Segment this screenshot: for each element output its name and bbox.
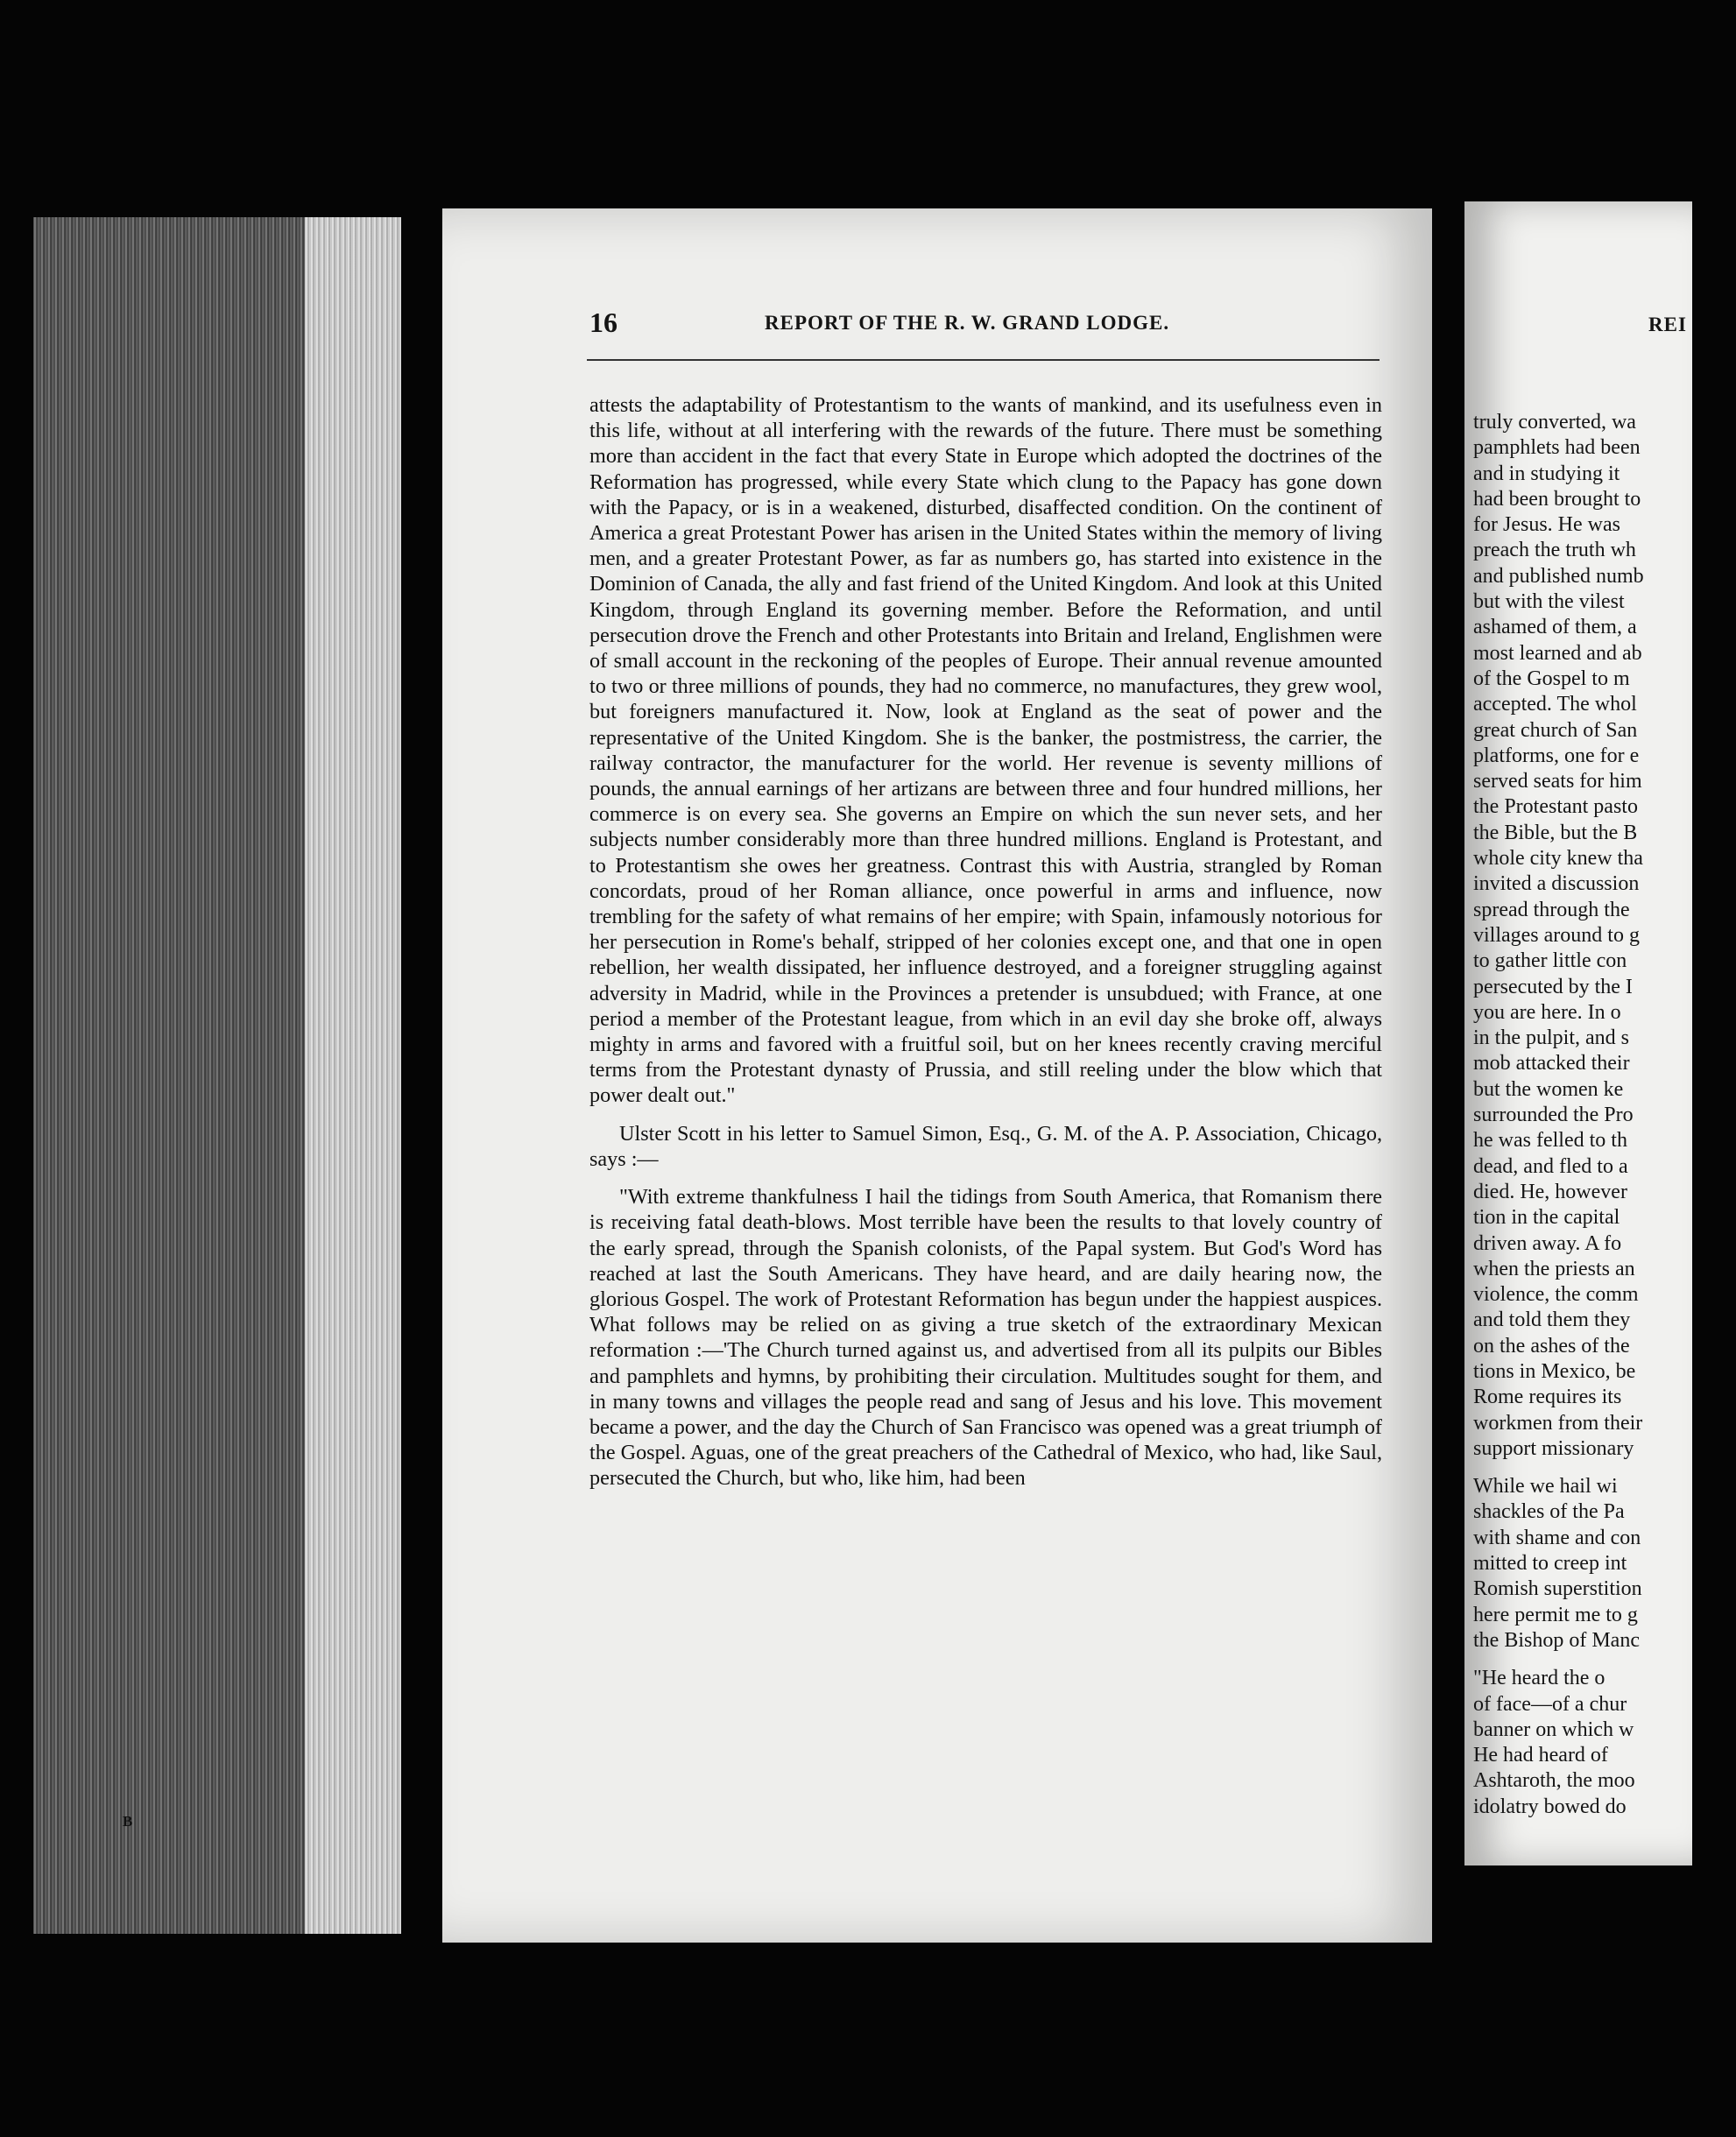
right-page-line: Ashtaroth, the moo xyxy=(1473,1769,1635,1793)
right-running-head: REI xyxy=(1648,314,1687,335)
right-page-line: here permit me to g xyxy=(1473,1603,1638,1626)
page-header xyxy=(589,307,1395,343)
right-page-line: most learned and ab xyxy=(1473,641,1642,665)
right-page-line: of the Gospel to m xyxy=(1473,666,1630,690)
right-page-line: violence, the comm xyxy=(1473,1283,1639,1307)
right-page-line: but the women ke xyxy=(1473,1077,1624,1101)
right-page-line: served seats for him xyxy=(1473,770,1642,793)
right-page-line: villages around to g xyxy=(1473,923,1640,947)
right-page-line: for Jesus. He was xyxy=(1473,513,1620,537)
right-page-line: truly converted, wa xyxy=(1473,411,1636,434)
page-body xyxy=(589,392,1382,1492)
right-page-line: banner on which w xyxy=(1473,1717,1634,1741)
right-page-line: died. He, however xyxy=(1473,1180,1627,1203)
right-page-line: and published numb xyxy=(1473,564,1644,588)
right-page-line: he was felled to th xyxy=(1473,1129,1627,1153)
right-page-line: Rome requires its xyxy=(1473,1386,1622,1409)
right-page-line: to gather little con xyxy=(1473,949,1627,973)
right-page-line: platforms, one for e xyxy=(1473,744,1640,767)
right-page-line: the Protestant pasto xyxy=(1473,795,1638,819)
right-page-line: whole city knew tha xyxy=(1473,847,1643,871)
paragraph-2: Ulster Scott in his letter to Samuel Simon, Esq., G. M. of the A. P. Association, Chicago, says :— xyxy=(589,1121,1382,1171)
right-page-line: driven away. A fo xyxy=(1473,1231,1622,1255)
right-page-line: had been brought to xyxy=(1473,487,1641,511)
right-page-line: with shame and con xyxy=(1473,1526,1641,1549)
right-page-line: great church of San xyxy=(1473,718,1638,742)
left-page xyxy=(442,208,1432,1943)
right-page-line: persecuted by the I xyxy=(1473,975,1633,998)
right-page-line: preach the truth wh xyxy=(1473,539,1636,562)
right-page-line: and in studying it xyxy=(1473,462,1620,485)
right-page-line: idolatry bowed do xyxy=(1473,1795,1627,1818)
right-page-line: tion in the capital xyxy=(1473,1206,1620,1230)
right-page-line: surrounded the Pro xyxy=(1473,1104,1634,1127)
right-page-lines xyxy=(1473,410,1736,1820)
right-page-line: shackles of the Pa xyxy=(1473,1500,1625,1524)
right-page-line: invited a discussion xyxy=(1473,872,1640,896)
right-page-fragment xyxy=(1464,201,1692,1865)
running-head: REPORT OF THE R. W. GRAND LODGE. xyxy=(765,312,1170,334)
right-page-line: you are here. In o xyxy=(1473,1000,1621,1024)
right-page-line: accepted. The whol xyxy=(1473,693,1637,716)
right-page-line: He had heard of xyxy=(1473,1744,1608,1767)
right-page-line: workmen from their xyxy=(1473,1411,1643,1435)
right-page-line: mob attacked their xyxy=(1473,1052,1630,1076)
right-page-line: dead, and fled to a xyxy=(1473,1154,1628,1178)
right-page-line: support missionary xyxy=(1473,1436,1634,1460)
right-page-line: and told them they xyxy=(1473,1308,1631,1332)
right-page-line: but with the vilest xyxy=(1473,590,1625,614)
signature-mark: B xyxy=(123,1813,133,1830)
right-page-line: tions in Mexico, be xyxy=(1473,1359,1636,1383)
right-page-line: on the ashes of the xyxy=(1473,1334,1630,1358)
right-page-line: the Bible, but the B xyxy=(1473,821,1638,844)
right-page-line: the Bishop of Manc xyxy=(1473,1628,1640,1652)
header-rule xyxy=(587,359,1380,361)
paragraph-3: "With extreme thankfulness I hail the tidings from South America, that Romanism there is receiving fatal death-blows. Most terrible have been the results to that lovely country of the early spread, through the Spanish colonists, of the Papal system. But God's Word has reached at last the South Americans. They have heard, and are daily hearing now, the glorious Gospel. The work of Protestant Reformation has begun under the happiest auspices. What follows may be relied on as giving a true sketch of the extraordinary Mexican reformation :—'The Church turned against us, and advertised from all its pulpits our Bibles and pamphlets and hymns, by prohibiting their circulation. Multitudes sought for them, and in many towns and villages the people read and sang of Jesus and his love. This movement became a power, and the day the Church of San Francisco was opened was a great triumph of the Gospel. Aguas, one of the great preachers of the Cathedral of Mexico, who had, like Saul, persecuted the Church, but who, like him, had been xyxy=(589,1185,1382,1491)
right-page-line: mitted to creep int xyxy=(1473,1552,1627,1576)
right-page-line: While we hail wi xyxy=(1473,1475,1618,1499)
right-page-line: spread through the xyxy=(1473,898,1630,921)
right-page-line: pamphlets had been xyxy=(1473,436,1641,460)
right-page-line: when the priests an xyxy=(1473,1257,1635,1280)
book-page-edges xyxy=(33,217,322,1934)
right-page-line: Romish superstition xyxy=(1473,1577,1642,1601)
paragraph-1: attests the adaptability of Protestantism to the wants of mankind, and its usefulness even in this life, without at all interfering with the rewards of the future. There must be something more than accident in the fact that every State in Europe which adopted the doctrines of the Reformation has progressed, while every State which clung to the Papacy has gone down with the Papacy, or is in a weakened, disturbed, disaffected condition. On the continent of America a great Protestant Power has arisen in the United States within the memory of living men, and a greater Protestant Power, as far as numbers go, has started into existence in the Dominion of Canada, the ally and fast friend of the United Kingdom. And look at this United Kingdom, through England its governing member. Before the Reformation, and until persecution drove the French and other Protestants into Britain and Ireland, Englishmen were of small account in the reckoning of the peoples of Europe. Their annual revenue amounted to two or three millions of pounds, they had no commerce, no manufactures, they grew wool, but foreigners manufactured it. Now, look at England as the seat of power and the representative of the United Kingdom. She is the banker, the postmistress, the carrier, the railway contractor, the manufacturer for the world. Her revenue is seventy millions of pounds, the annual earnings of her artizans are between three and four hundred millions, her commerce is on every sea. She governs an Empire on which the sun never sets, and her subjects number considerably more than three hundred millions. England is Protestant, and to Protestantism she owes her greatness. Contrast this with Austria, strangled by Roman concordats, proud of her Roman alliance, once powerful in arms and influence, now trembling for the safety of what remains of her empire; with Spain, infamously notorious for her persecution in Rome's behalf, stripped of her colonies except one, and that one in open rebellion, her wealth dissipated, her influence destroyed, and a foreigner struggling against adversity in Madrid, while in the Provinces a pretender is unsubdued; with France, at one period a member of the Protestant league, from which in an evil day she broke off, always mighty in arms and favored with a fruitful soil, but on her knees recently craving merciful terms from the Protestant dynasty of Prussia, and still reeling under the blow which that power dealt out." xyxy=(589,393,1382,1108)
right-page-line: ashamed of them, a xyxy=(1473,616,1637,639)
right-page-line: "He heard the o xyxy=(1473,1667,1605,1690)
right-page-line: of face—of a chur xyxy=(1473,1692,1627,1716)
right-page-line: in the pulpit, and s xyxy=(1473,1026,1629,1050)
page-number: 16 xyxy=(589,307,617,338)
